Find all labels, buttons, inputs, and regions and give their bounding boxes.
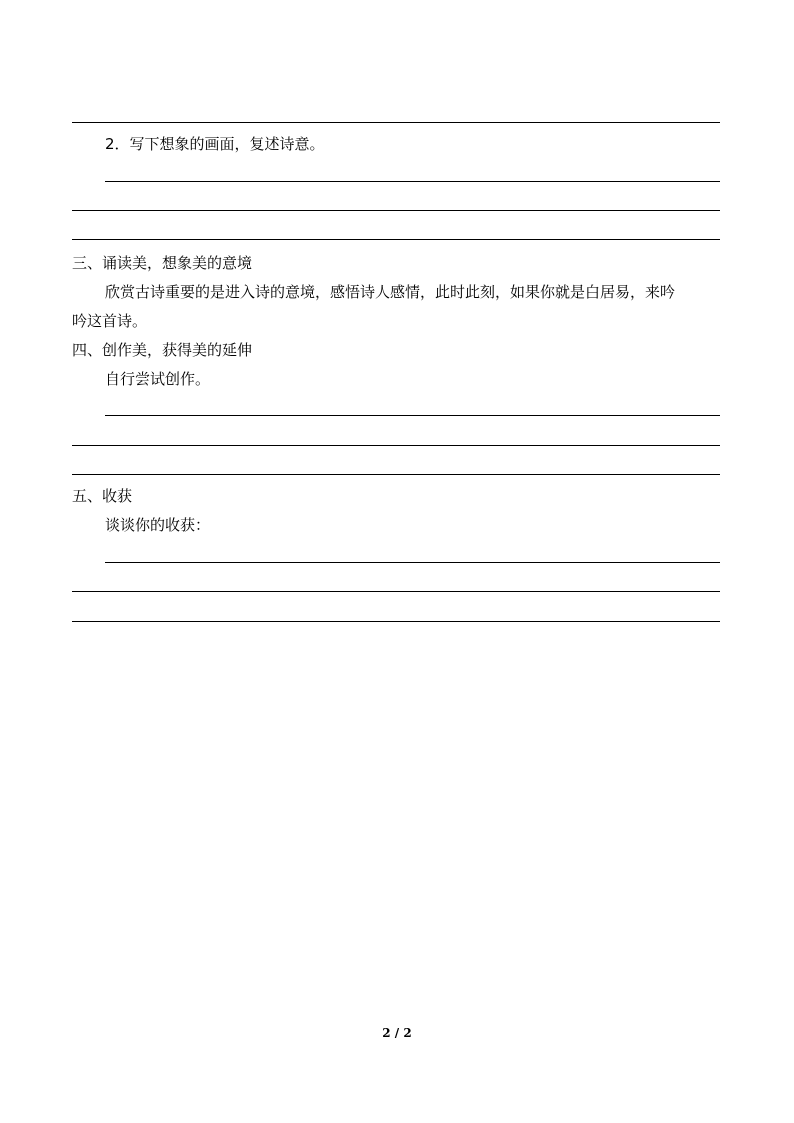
answer-line [105, 415, 720, 416]
section-3-paragraph-line-1: 欣赏古诗重要的是进入诗的意境，感悟诗人感情，此时此刻，如果你就是白居易，来吟 [105, 283, 676, 301]
section-5-heading: 五、收获 [72, 487, 133, 505]
question-2-text: 2．写下想象的画面，复述诗意。 [105, 135, 325, 153]
answer-line [105, 562, 720, 563]
answer-line [72, 621, 720, 622]
answer-line [105, 181, 720, 182]
answer-line [72, 591, 720, 592]
answer-line [72, 239, 720, 240]
section-3-heading: 三、诵读美，想象美的意境 [72, 254, 253, 272]
page-number: 2 / 2 [382, 1026, 412, 1040]
answer-line [72, 122, 720, 123]
section-5-prompt: 谈谈你的收获： [105, 516, 211, 534]
section-3-paragraph-line-2: 吟这首诗。 [72, 312, 148, 330]
section-4-heading: 四、创作美，获得美的延伸 [72, 341, 253, 359]
section-4-prompt: 自行尝试创作。 [105, 370, 211, 388]
answer-line [72, 210, 720, 211]
answer-line [72, 474, 720, 475]
answer-line [72, 445, 720, 446]
